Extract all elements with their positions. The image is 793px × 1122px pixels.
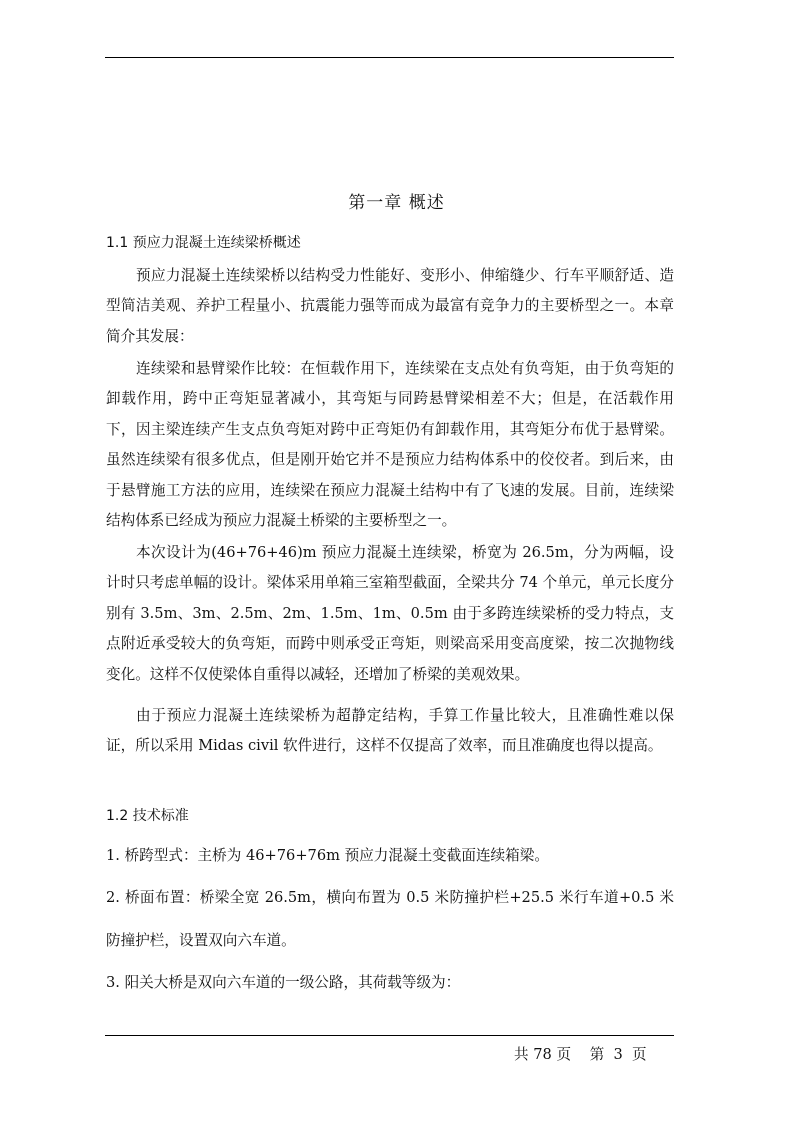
paragraph-design: 本次设计为(46+76+46)m 预应力混凝土连续梁，桥宽为 26.5m，分为两幅，设计时只考虑单幅的设计。梁体采用单箱三室箱型截面，全梁共分 74 个单元，单元长度分别有 3.5m、3m、2.5m、2m、1.5m、1m、0.5m 由于多跨连续梁桥的受力特点，支点附近承受较大的负弯矩，而跨中则承受正弯矩，则梁高采用变高度梁，按二次抛物线变化。这样不仅使梁体自重得以减轻，还增加了桥梁的美观效果。 xyxy=(106,544,674,683)
paragraph-intro: 预应力混凝土连续梁桥以结构受力性能好、变形小、伸缩缝少、行车平顺舒适、造型简洁美观、养护工程量小、抗震能力强等而成为最富有竞争力的主要桥型之一。本章简介其发展： xyxy=(106,267,674,345)
list-item-load-class: 3. 阳关大桥是双向六车道的一级公路，其荷载等级为： xyxy=(106,974,461,991)
header-rule xyxy=(105,57,674,58)
list-item-deck-layout: 2. 桥面布置：桥梁全宽 26.5m，横向布置为 0.5 米防撞护栏+25.5 米行车道+0.5 米防撞护栏，设置双向六车道。 xyxy=(106,889,674,949)
paragraph-comparison: 连续梁和悬臂梁作比较：在恒载作用下，连续梁在支点处有负弯矩，由于负弯矩的卸载作用，跨中正弯矩显著减小，其弯矩与同跨悬臂梁相差不大；但是，在活载作用下，因主梁连续产生支点负弯矩对跨中正弯矩仍有卸载作用，其弯矩分布优于悬臂梁。虽然连续梁有很多优点，但是刚开始它并不是预应力结构体系中的佼佼者。到后来，由于悬臂施工方法的应用，连续梁在预应力混凝土结构中有了飞速的发展。目前，连续梁结构体系已经成为预应力混凝土桥梁的主要桥型之一。 xyxy=(106,360,674,530)
section-heading-1-2: 1.2 技术标准 xyxy=(106,808,189,824)
section-heading-1-1: 1.1 预应力混凝土连续梁桥概述 xyxy=(106,235,301,251)
list-item-span-type: 1. 桥跨型式：主桥为 46+76+76m 预应力混凝土变截面连续箱梁。 xyxy=(106,847,549,864)
page-footer: 共 78 页 第 3 页 xyxy=(514,1046,647,1063)
footer-rule xyxy=(105,1035,674,1036)
chapter-title: 第一章 概述 xyxy=(348,193,445,213)
paragraph-software: 由于预应力混凝土连续梁桥为超静定结构，手算工作量比较大，且准确性难以保证，所以采用 Midas civil 软件进行，这样不仅提高了效率，而且准确度也得以提高。 xyxy=(106,707,674,755)
